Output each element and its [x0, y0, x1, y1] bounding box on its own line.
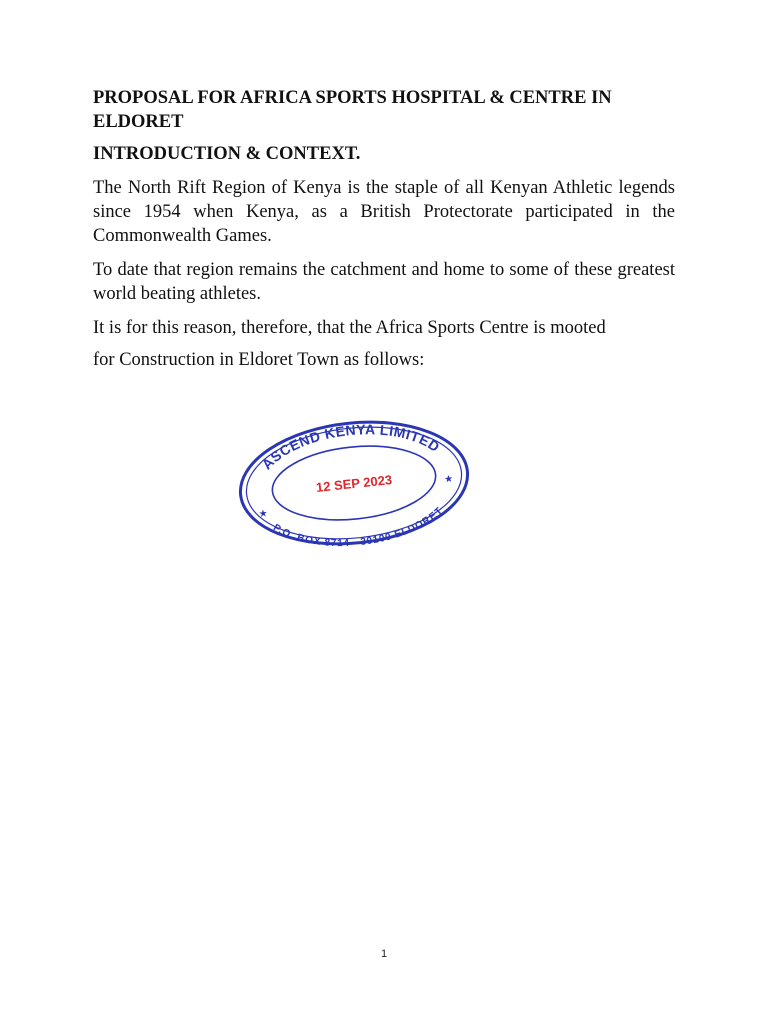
paragraph-4: for Construction in Eldoret Town as follows:	[93, 350, 425, 370]
paragraph-2: To date that region remains the catchment and home to some of these greatest world beating athletes.	[93, 260, 675, 304]
company-stamp	[236, 417, 472, 549]
section-heading: INTRODUCTION & CONTEXT.	[93, 144, 361, 164]
document-title: PROPOSAL FOR AFRICA SPORTS HOSPITAL & CENTRE IN ELDORET	[93, 88, 612, 132]
stamp-star-right-icon: ★	[443, 473, 454, 486]
stamp-address-text: P.O. BOX 8714 - 30100 ELDORET	[271, 505, 446, 549]
stamp-date: 12 SEP 2023	[315, 472, 393, 495]
stamp-company-text: ASCEND KENYA LIMITED	[258, 421, 443, 473]
document-body	[93, 86, 675, 372]
paragraph-3: It is for this reason, therefore, that the Africa Sports Centre is mooted	[93, 318, 606, 338]
stamp-star-left-icon: ★	[258, 508, 269, 521]
paragraph-1: The North Rift Region of Kenya is the staple of all Kenyan Athletic legends since 1954 when Kenya, as a British Protectorate participated in the Commonwealth Games.	[93, 178, 675, 246]
stamp-graphic	[236, 417, 472, 549]
page-number: 1	[380, 948, 388, 960]
